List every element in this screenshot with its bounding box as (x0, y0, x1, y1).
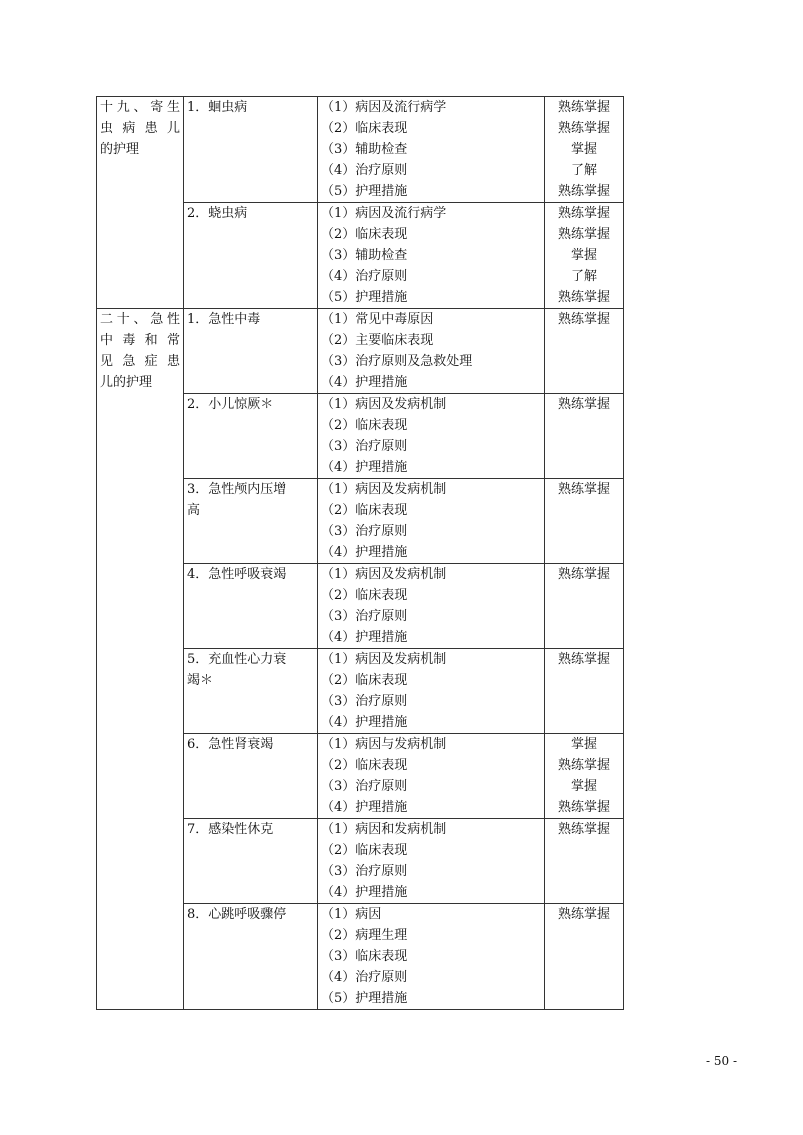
requirement-level-text: 了解 (570, 269, 597, 284)
topic-title-line: 1．急性中毒 (187, 312, 261, 327)
content-item: （2）临床表现 (321, 843, 408, 858)
content-item: （2）临床表现 (321, 673, 408, 688)
chapter-title-line: 二十、急性 (100, 312, 180, 327)
content-items (318, 97, 545, 203)
content-item: （2）临床表现 (321, 418, 408, 433)
requirement-level-text: 熟练掌握 (557, 822, 610, 837)
topic-title (184, 394, 318, 479)
requirement-level (545, 564, 624, 649)
topic-title-line: 5．充血性心力衰 (187, 652, 287, 667)
chapter-title-line: 虫病患儿 (100, 121, 180, 136)
content-items (318, 819, 545, 904)
content-item: （4）治疗原则 (321, 970, 408, 985)
topic-title-line: 8．心跳呼吸骤停 (187, 907, 287, 922)
content-item: （1）病因及流行病学 (321, 206, 447, 221)
topic-title (184, 97, 318, 203)
topic-title (184, 203, 318, 309)
content-item: （2）临床表现 (321, 588, 408, 603)
chapter-title-line: 儿的护理 (100, 375, 153, 390)
topic-title-line: 1．蛔虫病 (187, 100, 248, 115)
topic-title (184, 904, 318, 1010)
chapter-title-line: 中毒和常 (100, 333, 180, 348)
content-items (318, 309, 545, 394)
requirement-level-text: 掌握 (570, 779, 597, 794)
content-item: （3）治疗原则 (321, 694, 408, 709)
chapter-title-line: 十九、寄生 (100, 100, 180, 115)
chapter-title (97, 97, 184, 309)
table-row (97, 309, 624, 394)
requirement-level-text: 熟练掌握 (557, 652, 610, 667)
requirement-level-text: 熟练掌握 (557, 482, 610, 497)
content-item: （4）护理措施 (321, 545, 408, 560)
requirement-level-text: 熟练掌握 (557, 184, 610, 199)
requirement-level-text: 熟练掌握 (557, 227, 610, 242)
requirement-level-text: 熟练掌握 (557, 312, 610, 327)
content-item: （3）治疗原则 (321, 779, 408, 794)
chapter-title-line: 的护理 (100, 142, 140, 157)
topic-title-line: 6．急性肾衰竭 (187, 737, 274, 752)
table-body (97, 97, 624, 1010)
content-item: （3）治疗原则 (321, 524, 408, 539)
content-item: （4）护理措施 (321, 885, 408, 900)
content-item: （3）治疗原则 (321, 439, 408, 454)
content-items (318, 734, 545, 819)
content-item: （4）护理措施 (321, 715, 408, 730)
content-item: （3）临床表现 (321, 949, 408, 964)
content-item: （2）主要临床表现 (321, 333, 434, 348)
content-items (318, 394, 545, 479)
content-item: （3）治疗原则 (321, 864, 408, 879)
content-item: （2）临床表现 (321, 121, 408, 136)
table-row (97, 97, 624, 203)
content-items (318, 564, 545, 649)
requirement-level-text: 掌握 (570, 142, 597, 157)
requirement-level-text: 熟练掌握 (557, 290, 610, 305)
requirement-level-text: 熟练掌握 (557, 100, 610, 115)
content-item: （3）辅助检查 (321, 248, 408, 263)
content-item: （1）病因及流行病学 (321, 100, 447, 115)
content-item: （1）病因与发病机制 (321, 737, 447, 752)
requirement-level (545, 649, 624, 734)
requirement-level-text: 熟练掌握 (557, 567, 610, 582)
requirement-level (545, 97, 624, 203)
requirement-level (545, 734, 624, 819)
content-item: （1）病因和发病机制 (321, 822, 447, 837)
content-item: （1）常见中毒原因 (321, 312, 434, 327)
content-item: （2）临床表现 (321, 503, 408, 518)
content-items (318, 904, 545, 1010)
content-item: （1）病因及发病机制 (321, 397, 447, 412)
content-item: （4）治疗原则 (321, 163, 408, 178)
content-item: （4）护理措施 (321, 800, 408, 815)
requirement-level-text: 熟练掌握 (557, 121, 610, 136)
content-item: （4）治疗原则 (321, 269, 408, 284)
topic-title-line: 高 (187, 503, 201, 518)
requirement-level-text: 了解 (570, 163, 597, 178)
topic-title-line: 4．急性呼吸衰竭 (187, 567, 287, 582)
topic-title (184, 819, 318, 904)
content-item: （1）病因及发病机制 (321, 482, 447, 497)
chapter-title-line: 见急症患 (100, 354, 180, 369)
content-item: （1）病因 (321, 907, 382, 922)
content-item: （4）护理措施 (321, 460, 408, 475)
content-item: （4）护理措施 (321, 375, 408, 390)
topic-title-line: 竭＊ (187, 673, 214, 688)
topic-title (184, 309, 318, 394)
requirement-level-text: 熟练掌握 (557, 758, 610, 773)
content-items (318, 649, 545, 734)
requirement-level (545, 309, 624, 394)
requirement-level-text: 熟练掌握 (557, 800, 610, 815)
page-number: - 50 - (706, 1054, 738, 1068)
requirement-level (545, 479, 624, 564)
content-item: （3）治疗原则及急救处理 (321, 354, 473, 369)
topic-title-line: 3．急性颅内压增 (187, 482, 287, 497)
requirement-level-text: 熟练掌握 (557, 907, 610, 922)
topic-title (184, 734, 318, 819)
topic-title (184, 479, 318, 564)
requirement-level-text: 掌握 (570, 248, 597, 263)
content-item: （5）护理措施 (321, 184, 408, 199)
topic-title-line: 2．小儿惊厥＊ (187, 397, 274, 412)
content-item: （3）辅助检查 (321, 142, 408, 157)
content-items (318, 203, 545, 309)
content-item: （2）临床表现 (321, 758, 408, 773)
topic-title (184, 564, 318, 649)
requirement-level-text: 掌握 (570, 737, 597, 752)
content-item: （5）护理措施 (321, 991, 408, 1006)
requirement-level (545, 203, 624, 309)
requirement-level (545, 819, 624, 904)
content-item: （3）治疗原则 (321, 609, 408, 624)
content-items (318, 479, 545, 564)
requirement-level (545, 904, 624, 1010)
content-item: （4）护理措施 (321, 630, 408, 645)
content-item: （5）护理措施 (321, 290, 408, 305)
topic-title-line: 7．感染性休克 (187, 822, 274, 837)
requirement-level-text: 熟练掌握 (557, 397, 610, 412)
topic-title (184, 649, 318, 734)
requirement-level (545, 394, 624, 479)
content-item: （1）病因及发病机制 (321, 652, 447, 667)
requirement-level-text: 熟练掌握 (557, 206, 610, 221)
topic-title-line: 2．蛲虫病 (187, 206, 248, 221)
content-item: （2）临床表现 (321, 227, 408, 242)
content-item: （1）病因及发病机制 (321, 567, 447, 582)
chapter-title (97, 309, 184, 1010)
content-item: （2）病理生理 (321, 928, 408, 943)
syllabus-table (96, 96, 624, 1010)
